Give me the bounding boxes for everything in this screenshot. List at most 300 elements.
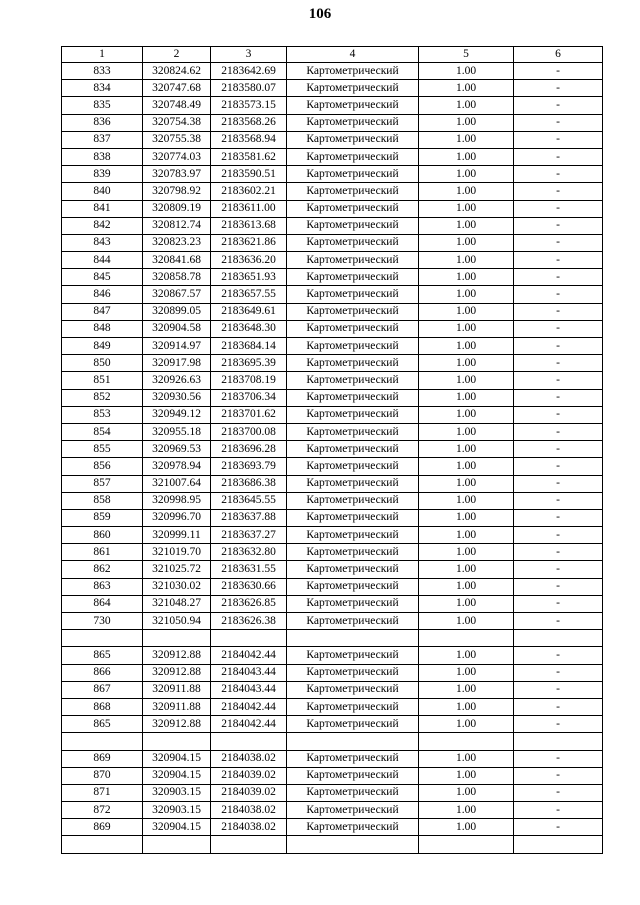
table-cell: 2183706.34 [211, 389, 287, 406]
table-cell [62, 836, 143, 853]
coordinates-table [61, 46, 603, 854]
table-cell: 320899.05 [143, 303, 211, 320]
table-cell: - [514, 389, 603, 406]
table-cell: 2183637.88 [211, 509, 287, 526]
table-cell: Картометрический [287, 148, 419, 165]
table-cell: 1.00 [419, 492, 514, 509]
table-row [62, 647, 603, 664]
table-cell: 320996.70 [143, 509, 211, 526]
table-cell: 320912.88 [143, 664, 211, 681]
table-row [62, 200, 603, 217]
table-cell: 1.00 [419, 767, 514, 784]
table-cell: 1.00 [419, 148, 514, 165]
table-row [62, 767, 603, 784]
table-row [62, 97, 603, 114]
table-cell: 846 [62, 286, 143, 303]
table-cell: - [514, 475, 603, 492]
table-cell: Картометрический [287, 80, 419, 97]
table-row [62, 131, 603, 148]
table-cell: 320774.03 [143, 148, 211, 165]
table-cell [514, 630, 603, 647]
table-cell: 2183637.27 [211, 527, 287, 544]
table-row [62, 423, 603, 440]
table-row [62, 836, 603, 853]
table-cell: 320911.88 [143, 681, 211, 698]
table-row [62, 613, 603, 630]
table-cell: - [514, 114, 603, 131]
table-cell: 871 [62, 784, 143, 801]
table-cell [287, 836, 419, 853]
table-cell: 849 [62, 338, 143, 355]
table-cell: - [514, 458, 603, 475]
table-cell: 2184042.44 [211, 698, 287, 715]
table-cell: 2184039.02 [211, 767, 287, 784]
table-cell: 320911.88 [143, 698, 211, 715]
column-header: 6 [514, 47, 603, 63]
table-cell [211, 836, 287, 853]
table-cell: 838 [62, 148, 143, 165]
table-cell [62, 630, 143, 647]
table-row [62, 234, 603, 251]
table-cell: 1.00 [419, 716, 514, 733]
table-row [62, 63, 603, 80]
table-cell: 853 [62, 406, 143, 423]
table-cell: 320747.68 [143, 80, 211, 97]
column-header: 3 [211, 47, 287, 63]
table-cell: 320904.15 [143, 819, 211, 836]
table-cell: 320949.12 [143, 406, 211, 423]
table-cell: Картометрический [287, 561, 419, 578]
table-cell: Картометрический [287, 166, 419, 183]
table-row [62, 595, 603, 612]
table-cell: - [514, 698, 603, 715]
table-cell: Картометрический [287, 647, 419, 664]
table-cell: 2183649.61 [211, 303, 287, 320]
table-cell: 1.00 [419, 819, 514, 836]
table-cell: 1.00 [419, 269, 514, 286]
table-row [62, 733, 603, 750]
table-cell: 1.00 [419, 200, 514, 217]
table-cell: - [514, 423, 603, 440]
table-cell: - [514, 97, 603, 114]
table-cell: Картометрический [287, 475, 419, 492]
table-cell: - [514, 492, 603, 509]
table-row [62, 217, 603, 234]
table-cell: 852 [62, 389, 143, 406]
table-row [62, 269, 603, 286]
table-cell: 320912.88 [143, 647, 211, 664]
table-cell: 321025.72 [143, 561, 211, 578]
table-cell: Картометрический [287, 595, 419, 612]
table-cell: - [514, 131, 603, 148]
table-cell: Картометрический [287, 544, 419, 561]
table-cell: Картометрический [287, 320, 419, 337]
table-cell: 859 [62, 509, 143, 526]
table-cell: 2183701.62 [211, 406, 287, 423]
table-cell: 320978.94 [143, 458, 211, 475]
table-cell: Картометрический [287, 338, 419, 355]
table-cell [514, 836, 603, 853]
table-cell: 321030.02 [143, 578, 211, 595]
table-cell: Картометрический [287, 509, 419, 526]
table-cell: 320912.88 [143, 716, 211, 733]
table-row [62, 630, 603, 647]
table-cell: 1.00 [419, 647, 514, 664]
table-cell: - [514, 647, 603, 664]
table-cell: 845 [62, 269, 143, 286]
table-cell: 1.00 [419, 252, 514, 269]
table-cell: 320917.98 [143, 355, 211, 372]
table-cell: 1.00 [419, 802, 514, 819]
table-cell: - [514, 544, 603, 561]
table-cell: 861 [62, 544, 143, 561]
table-cell: 1.00 [419, 527, 514, 544]
table-row [62, 183, 603, 200]
table-cell [287, 733, 419, 750]
table-cell: 858 [62, 492, 143, 509]
table-cell: 320904.15 [143, 750, 211, 767]
table-cell: 2183630.66 [211, 578, 287, 595]
table-cell: 840 [62, 183, 143, 200]
table-row [62, 148, 603, 165]
table-cell: - [514, 372, 603, 389]
table-row [62, 664, 603, 681]
table-cell: 1.00 [419, 423, 514, 440]
table-cell: 320903.15 [143, 802, 211, 819]
table-row [62, 750, 603, 767]
table-cell: Картометрический [287, 698, 419, 715]
table-row [62, 561, 603, 578]
table-cell: 2183648.30 [211, 320, 287, 337]
table-cell: 320809.19 [143, 200, 211, 217]
table-row [62, 509, 603, 526]
table-row [62, 166, 603, 183]
table-cell [514, 733, 603, 750]
table-cell: 2184043.44 [211, 681, 287, 698]
table-row [62, 406, 603, 423]
table-cell: Картометрический [287, 183, 419, 200]
table-cell: Картометрический [287, 269, 419, 286]
table-cell: 2183657.55 [211, 286, 287, 303]
table-cell: Картометрический [287, 716, 419, 733]
table-cell: - [514, 561, 603, 578]
table-row [62, 819, 603, 836]
table-cell: 320955.18 [143, 423, 211, 440]
table-cell: Картометрический [287, 527, 419, 544]
table-cell: - [514, 286, 603, 303]
table-cell: - [514, 509, 603, 526]
table-cell: Картометрический [287, 613, 419, 630]
table-cell: 851 [62, 372, 143, 389]
table-cell: 320798.92 [143, 183, 211, 200]
table-row [62, 320, 603, 337]
table-cell: - [514, 217, 603, 234]
table-cell: 1.00 [419, 681, 514, 698]
table-cell: 2183568.26 [211, 114, 287, 131]
table-cell: 833 [62, 63, 143, 80]
table-cell: 1.00 [419, 561, 514, 578]
table-cell: Картометрический [287, 97, 419, 114]
table-cell: 1.00 [419, 441, 514, 458]
table-cell: 730 [62, 613, 143, 630]
table-cell: 2183636.20 [211, 252, 287, 269]
table-cell: 1.00 [419, 578, 514, 595]
table-cell: 320812.74 [143, 217, 211, 234]
table-cell: - [514, 767, 603, 784]
table-cell: Картометрический [287, 750, 419, 767]
table-row [62, 441, 603, 458]
table-cell: 1.00 [419, 664, 514, 681]
table-cell: 2183626.38 [211, 613, 287, 630]
table-cell: Картометрический [287, 131, 419, 148]
table-cell: 847 [62, 303, 143, 320]
table-row [62, 544, 603, 561]
table-cell: Картометрический [287, 819, 419, 836]
table-cell: 864 [62, 595, 143, 612]
table-cell: 869 [62, 750, 143, 767]
table-cell: 2184038.02 [211, 750, 287, 767]
table-row [62, 80, 603, 97]
table-row [62, 252, 603, 269]
table-cell: - [514, 819, 603, 836]
table-cell: 2183693.79 [211, 458, 287, 475]
table-cell: - [514, 355, 603, 372]
table-cell: Картометрический [287, 303, 419, 320]
table-cell: 1.00 [419, 63, 514, 80]
table-cell: 320783.97 [143, 166, 211, 183]
table-cell: 320841.68 [143, 252, 211, 269]
table-cell: 850 [62, 355, 143, 372]
table-cell: 862 [62, 561, 143, 578]
table-cell: 1.00 [419, 183, 514, 200]
table-cell: 2184038.02 [211, 802, 287, 819]
table-cell: 1.00 [419, 303, 514, 320]
table-cell: 843 [62, 234, 143, 251]
table-cell: - [514, 406, 603, 423]
table-cell: 1.00 [419, 406, 514, 423]
table-cell: - [514, 234, 603, 251]
table-cell: Картометрический [287, 200, 419, 217]
table-cell: 868 [62, 698, 143, 715]
page-number: 106 [308, 6, 332, 22]
table-cell [143, 733, 211, 750]
table-cell: 1.00 [419, 355, 514, 372]
table-body [62, 63, 603, 854]
table-cell: 1.00 [419, 286, 514, 303]
table-cell: 320998.95 [143, 492, 211, 509]
table-cell: 1.00 [419, 320, 514, 337]
table-cell: 320867.57 [143, 286, 211, 303]
column-header: 4 [287, 47, 419, 63]
table-cell: Картометрический [287, 217, 419, 234]
table-cell: 1.00 [419, 698, 514, 715]
table-cell [419, 733, 514, 750]
table-cell: 1.00 [419, 458, 514, 475]
table-cell: 1.00 [419, 595, 514, 612]
table-cell: 841 [62, 200, 143, 217]
table-cell: 1.00 [419, 80, 514, 97]
table-row [62, 527, 603, 544]
table-cell: 1.00 [419, 784, 514, 801]
table-cell: Картометрический [287, 372, 419, 389]
table-cell: 1.00 [419, 750, 514, 767]
table-row [62, 303, 603, 320]
table-cell: 320755.38 [143, 131, 211, 148]
table-cell: - [514, 441, 603, 458]
table-cell: 870 [62, 767, 143, 784]
table-row [62, 338, 603, 355]
table-cell: 860 [62, 527, 143, 544]
table-cell [62, 733, 143, 750]
table-cell: - [514, 750, 603, 767]
table-cell: 1.00 [419, 166, 514, 183]
table-cell: 844 [62, 252, 143, 269]
table-cell: - [514, 664, 603, 681]
table-cell: 320904.15 [143, 767, 211, 784]
table-cell: 2183580.07 [211, 80, 287, 97]
table-cell: 1.00 [419, 234, 514, 251]
table-row [62, 784, 603, 801]
table-cell [143, 836, 211, 853]
table-cell: 2183568.94 [211, 131, 287, 148]
table-cell: 835 [62, 97, 143, 114]
table-cell: 320926.63 [143, 372, 211, 389]
table-cell: 2183651.93 [211, 269, 287, 286]
table-cell: 1.00 [419, 114, 514, 131]
table-cell: Картометрический [287, 355, 419, 372]
table-cell: - [514, 681, 603, 698]
table-cell: - [514, 716, 603, 733]
table-cell: - [514, 613, 603, 630]
table-cell: 2184042.44 [211, 647, 287, 664]
table-cell: Картометрический [287, 389, 419, 406]
table-cell: Картометрический [287, 578, 419, 595]
table-cell: 866 [62, 664, 143, 681]
table-cell: Картометрический [287, 681, 419, 698]
table-cell: 2183611.00 [211, 200, 287, 217]
table-cell: - [514, 527, 603, 544]
table-row [62, 698, 603, 715]
table-cell: - [514, 338, 603, 355]
table-cell: 842 [62, 217, 143, 234]
table-cell: 2183581.62 [211, 148, 287, 165]
table-cell [211, 733, 287, 750]
table-cell: 2184038.02 [211, 819, 287, 836]
table-cell: 321019.70 [143, 544, 211, 561]
table-cell [419, 836, 514, 853]
table-row [62, 475, 603, 492]
table-cell: 2184039.02 [211, 784, 287, 801]
table-cell: Картометрический [287, 252, 419, 269]
table-cell: 2183684.14 [211, 338, 287, 355]
table-cell: 2183696.28 [211, 441, 287, 458]
table-cell: Картометрический [287, 664, 419, 681]
table-cell: 320969.53 [143, 441, 211, 458]
table-cell: 865 [62, 647, 143, 664]
table-cell: 320999.11 [143, 527, 211, 544]
table-cell: Картометрический [287, 286, 419, 303]
table-cell: - [514, 303, 603, 320]
table-cell: 856 [62, 458, 143, 475]
table-cell: 854 [62, 423, 143, 440]
table-cell: 321048.27 [143, 595, 211, 612]
table-cell: 320903.15 [143, 784, 211, 801]
table-cell: - [514, 802, 603, 819]
table-cell: 2184042.44 [211, 716, 287, 733]
table-cell: - [514, 784, 603, 801]
table-row [62, 716, 603, 733]
table-cell: - [514, 80, 603, 97]
table-cell: 2183708.19 [211, 372, 287, 389]
table-cell: Картометрический [287, 492, 419, 509]
table-row [62, 492, 603, 509]
table-row [62, 802, 603, 819]
table-row [62, 681, 603, 698]
table-cell: 320748.49 [143, 97, 211, 114]
table-row [62, 114, 603, 131]
table-cell: 321007.64 [143, 475, 211, 492]
table-cell: 836 [62, 114, 143, 131]
table-cell: 2183590.51 [211, 166, 287, 183]
table-cell: 848 [62, 320, 143, 337]
table-cell: Картометрический [287, 767, 419, 784]
table-cell: - [514, 63, 603, 80]
column-header: 5 [419, 47, 514, 63]
table-cell: 320858.78 [143, 269, 211, 286]
table-cell: - [514, 320, 603, 337]
table-cell: - [514, 200, 603, 217]
table-cell: 2183695.39 [211, 355, 287, 372]
table-cell: Картометрический [287, 114, 419, 131]
table-cell: - [514, 578, 603, 595]
column-header: 1 [62, 47, 143, 63]
table-cell: Картометрический [287, 406, 419, 423]
table-row [62, 578, 603, 595]
table-cell: 869 [62, 819, 143, 836]
table-cell: 321050.94 [143, 613, 211, 630]
table-cell: 320754.38 [143, 114, 211, 131]
table-cell: - [514, 252, 603, 269]
table-cell: - [514, 269, 603, 286]
table-cell: 2183626.85 [211, 595, 287, 612]
table-cell: 320930.56 [143, 389, 211, 406]
table-cell: 1.00 [419, 338, 514, 355]
table-cell: - [514, 595, 603, 612]
table-cell: - [514, 183, 603, 200]
table-cell: Картометрический [287, 63, 419, 80]
table-cell: 1.00 [419, 389, 514, 406]
table-cell: 872 [62, 802, 143, 819]
table-header-row [62, 47, 603, 63]
table-cell: 1.00 [419, 475, 514, 492]
table-cell: 320904.58 [143, 320, 211, 337]
table-cell: 2183631.55 [211, 561, 287, 578]
table-cell: 865 [62, 716, 143, 733]
table-cell: 867 [62, 681, 143, 698]
table-cell: 2183645.55 [211, 492, 287, 509]
table-cell: 2183632.80 [211, 544, 287, 561]
table-cell: Картометрический [287, 784, 419, 801]
table-cell: 1.00 [419, 372, 514, 389]
table-cell [287, 630, 419, 647]
table-cell [211, 630, 287, 647]
table-cell: - [514, 166, 603, 183]
table-cell: - [514, 148, 603, 165]
table-cell: 2183602.21 [211, 183, 287, 200]
table-cell: 320824.62 [143, 63, 211, 80]
table-cell [143, 630, 211, 647]
table-row [62, 355, 603, 372]
